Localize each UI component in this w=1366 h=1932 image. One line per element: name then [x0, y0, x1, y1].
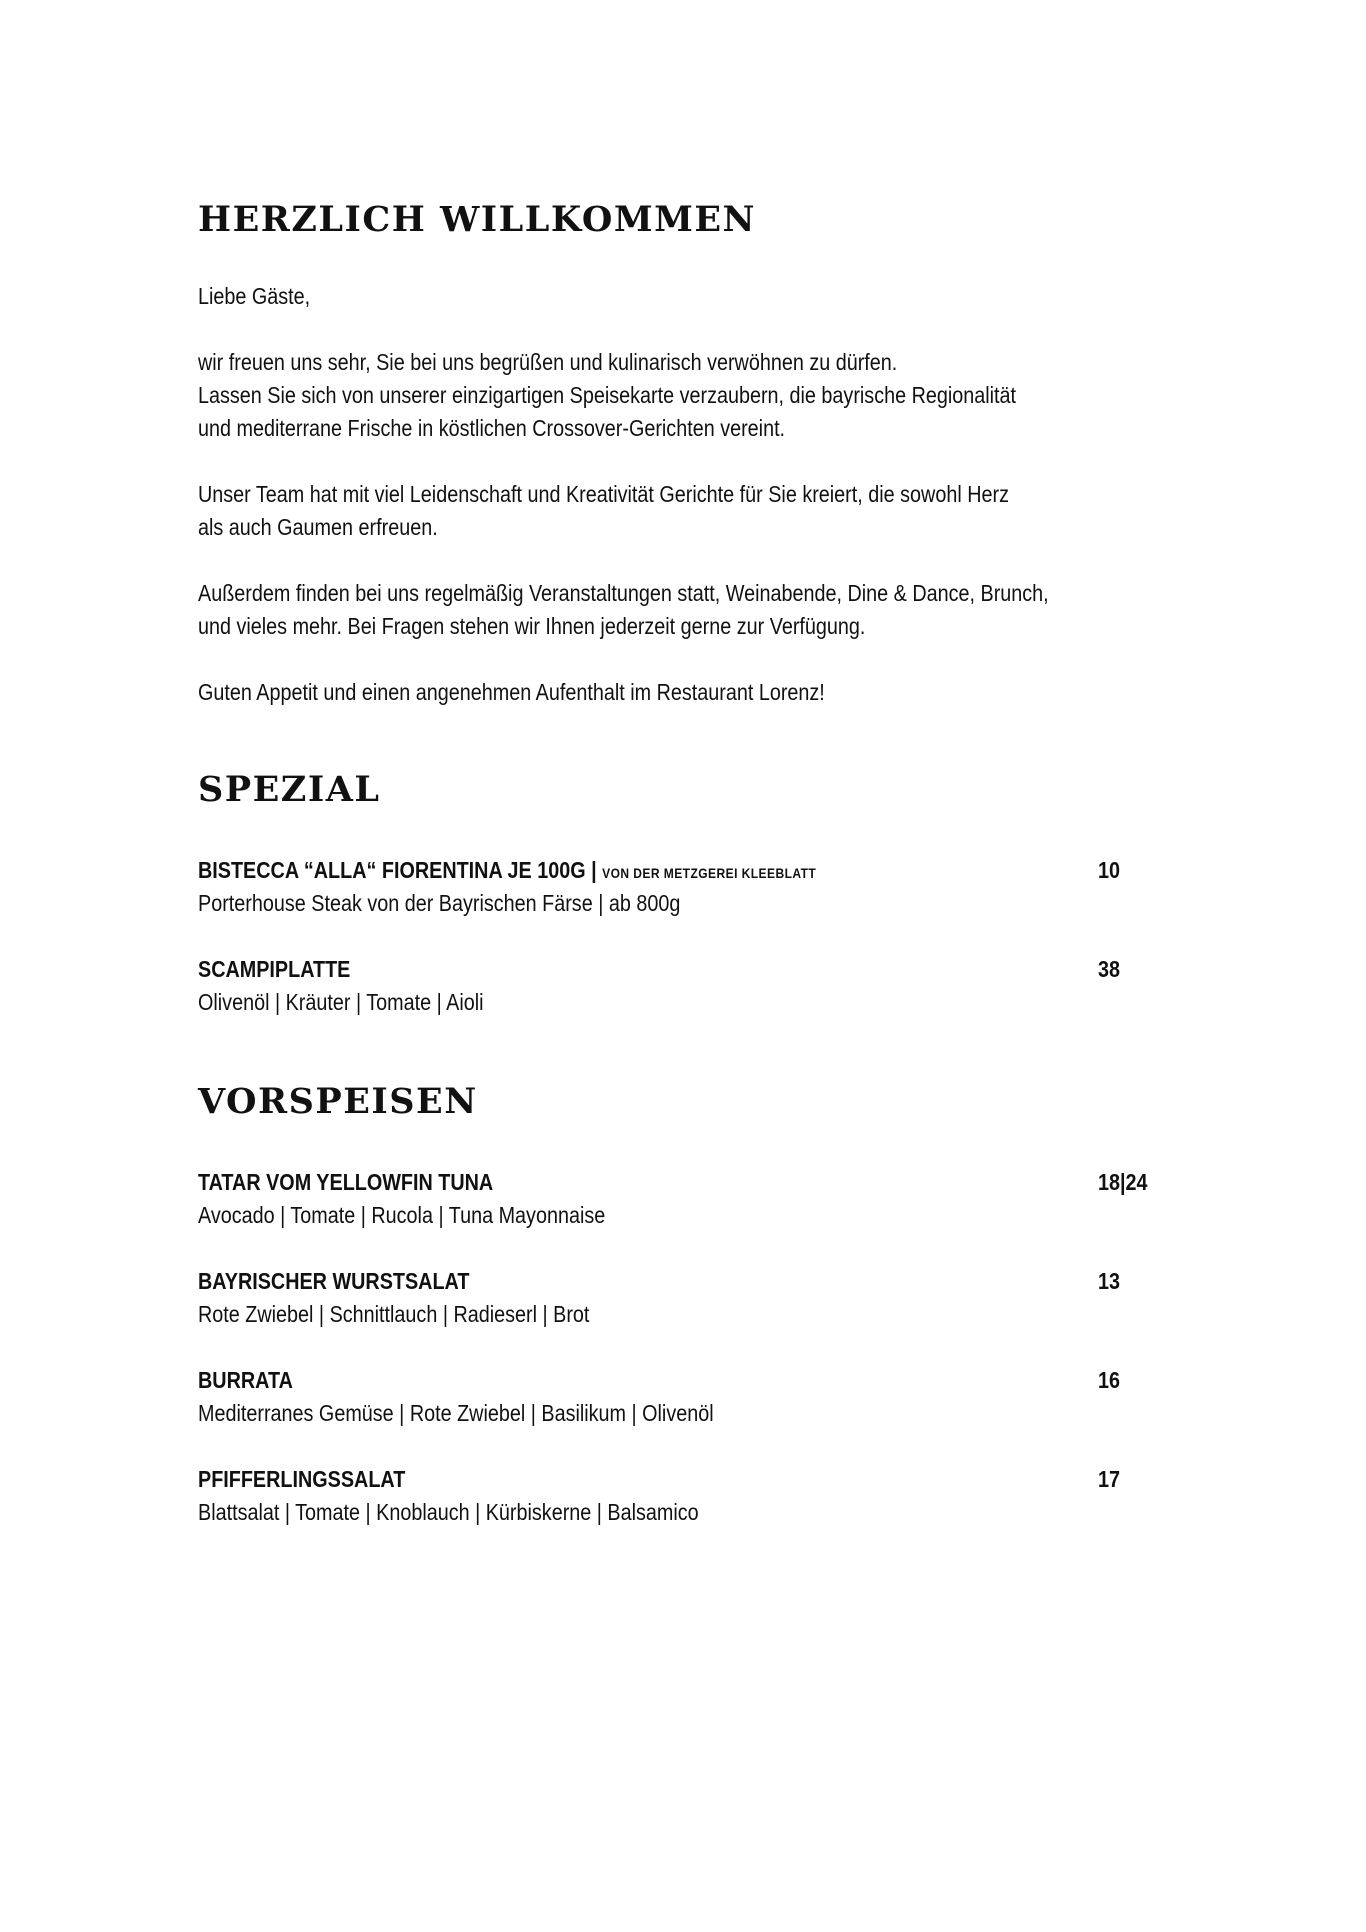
spezial-section	[198, 768, 1198, 1052]
item-name: SCAMPIPLATTE	[198, 956, 351, 982]
item-separator: |	[591, 857, 597, 883]
item-description: Blattsalat | Tomate | Knoblauch | Kürbiskerne | Balsamico	[198, 1499, 699, 1525]
menu-page	[198, 198, 1198, 1525]
item-name: PFIFFERLINGSSALAT	[198, 1466, 406, 1492]
item-price: 18|24	[1098, 1169, 1148, 1195]
item-description: Olivenöl | Kräuter | Tomate | Aioli	[198, 989, 484, 1015]
paragraph-line: Guten Appetit und einen angenehmen Aufenthalt im Restaurant Lorenz!	[198, 679, 825, 705]
paragraph-line: Unser Team hat mit viel Leidenschaft und Kreativität Gerichte für Sie kreiert, die sowohl Herz	[198, 481, 1009, 507]
item-note: VON DER METZGEREI KLEEBLATT	[602, 865, 817, 881]
welcome-paragraph	[198, 577, 1196, 643]
paragraph-line: Lassen Sie sich von unserer einzigartigen Speisekarte verzaubern, die bayrische Regionalität	[198, 382, 1017, 408]
item-price: 17	[1098, 1466, 1121, 1492]
menu-item	[198, 953, 1198, 1019]
menu-item	[198, 1463, 1198, 1529]
menu-item	[198, 854, 1198, 920]
item-name: TATAR VOM YELLOWFIN TUNA	[198, 1169, 494, 1195]
paragraph-line: und vieles mehr. Bei Fragen stehen wir Ihnen jederzeit gerne zur Verfügung.	[198, 613, 866, 639]
menu-item	[198, 1166, 1198, 1232]
paragraph-line: wir freuen uns sehr, Sie bei uns begrüßen und kulinarisch verwöhnen zu dürfen.	[198, 349, 898, 375]
welcome-paragraph	[198, 478, 1196, 544]
paragraph-line: und mediterrane Frische in köstlichen Crossover-Gerichten vereint.	[198, 415, 786, 441]
item-title	[198, 854, 816, 890]
item-description: Mediterranes Gemüse | Rote Zwiebel | Basilikum | Olivenöl	[198, 1400, 714, 1426]
section-title-spezial: SPEZIAL	[198, 769, 381, 810]
item-description: Avocado | Tomate | Rucola | Tuna Mayonnaise	[198, 1202, 606, 1228]
menu-item	[198, 1364, 1198, 1430]
item-description: Porterhouse Steak von der Bayrischen Färse | ab 800g	[198, 890, 681, 916]
menu-item	[198, 1265, 1198, 1331]
item-description: Rote Zwiebel | Schnittlauch | Radieserl | Brot	[198, 1301, 590, 1327]
item-name: BISTECCA “ALLA“ FIORENTINA JE 100G	[198, 857, 586, 883]
welcome-title: HERZLICH WILLKOMMEN	[198, 199, 756, 240]
welcome-paragraph	[198, 676, 1196, 709]
vorspeisen-section	[198, 1080, 1198, 1562]
item-name: BURRATA	[198, 1367, 293, 1393]
item-name: BAYRISCHER WURSTSALAT	[198, 1268, 470, 1294]
welcome-section	[198, 198, 1198, 709]
item-price: 16	[1098, 1367, 1121, 1393]
paragraph-line: als auch Gaumen erfreuen.	[198, 514, 438, 540]
welcome-paragraph	[198, 346, 1196, 445]
item-price: 10	[1098, 857, 1121, 883]
paragraph-line: Außerdem finden bei uns regelmäßig Veranstaltungen statt, Weinabende, Dine & Dance, Brunch,	[198, 580, 1049, 606]
salutation: Liebe Gäste,	[198, 283, 311, 309]
item-price: 13	[1098, 1268, 1121, 1294]
item-price: 38	[1098, 956, 1121, 982]
section-title-vorspeisen: VORSPEISEN	[198, 1081, 478, 1122]
